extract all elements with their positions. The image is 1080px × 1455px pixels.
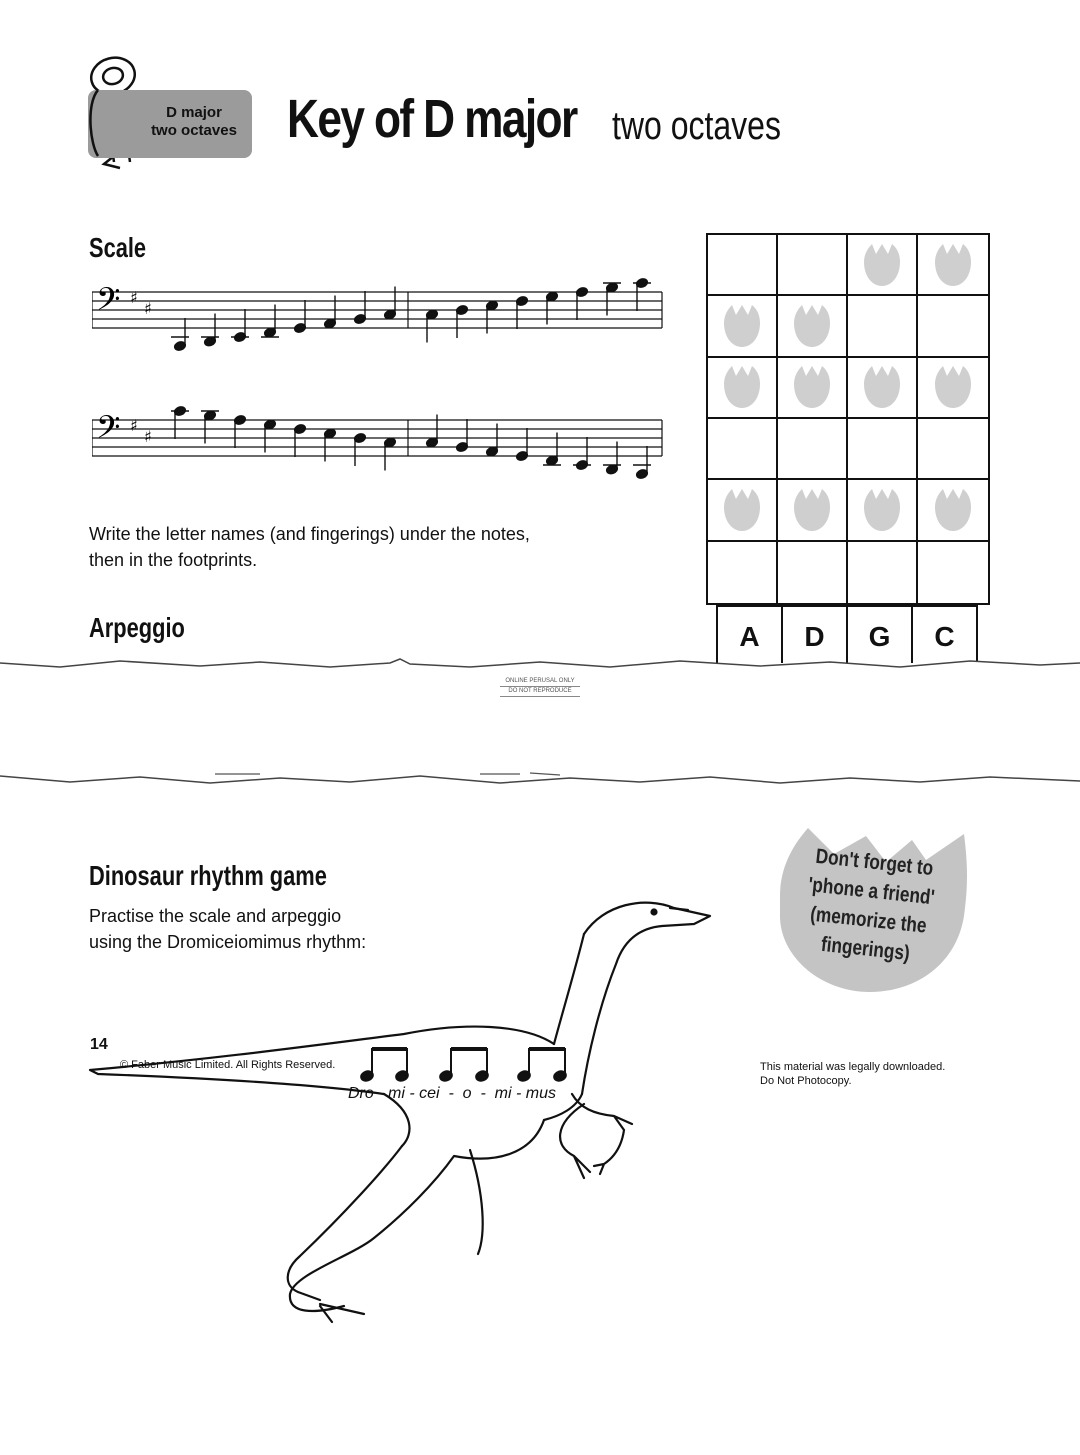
scale-heading: Scale	[89, 232, 147, 263]
download-notice	[760, 1060, 945, 1088]
scale-staff-ascending	[92, 272, 664, 362]
page-number: 14	[90, 1036, 108, 1053]
rhythm-game-heading: Dinosaur rhythm game	[89, 860, 327, 891]
dinosaur-illustration	[84, 894, 724, 1344]
page-subtitle: two octaves	[612, 104, 781, 148]
download-notice-line2: Do Not Photocopy.	[760, 1075, 852, 1087]
tip-line1: Don't forget to	[814, 844, 935, 881]
footprint-icon	[931, 487, 975, 533]
key-label-line2: two octaves	[151, 122, 237, 139]
rhythm-game-text-line1: Practise the scale and arpeggio	[89, 906, 342, 926]
footprint-cell	[918, 235, 988, 296]
footprint-cell	[708, 358, 778, 419]
footprint-icon	[931, 364, 975, 410]
footprint-cell	[778, 235, 848, 296]
svg-text:♯: ♯	[130, 288, 138, 307]
scale-staff-descending	[92, 400, 664, 490]
tip-line4: fingerings)	[819, 932, 911, 966]
footprint-icon	[720, 487, 764, 533]
footprint-icon	[860, 487, 904, 533]
string-name-d: D	[783, 607, 848, 663]
footprint-cell	[778, 419, 848, 480]
footprint-cell	[708, 235, 778, 296]
footprint-cell	[848, 480, 918, 541]
svg-text:♯: ♯	[144, 299, 152, 318]
bass-clef-icon: 𝄢	[96, 281, 121, 325]
footprint-cell	[848, 542, 918, 603]
footprint-cell	[708, 480, 778, 541]
eighth-note-pair-1	[360, 1048, 409, 1082]
torn-edge-top	[0, 655, 1080, 675]
key-label	[144, 104, 244, 140]
key-label-line1: D major	[166, 104, 222, 121]
copyright-notice: © Faber Music Limited. All Rights Reserved.	[120, 1059, 336, 1071]
page-title: Key of D major	[287, 89, 577, 149]
string-name-g: G	[848, 607, 913, 663]
scale-instructions-line1: Write the letter names (and fingerings) under the notes,	[89, 524, 530, 544]
eighth-note-pair-3	[517, 1048, 567, 1082]
arpeggio-heading: Arpeggio	[89, 612, 185, 643]
footprint-cell	[848, 419, 918, 480]
watermark-line2: DO NOT REPRODUCE	[500, 687, 580, 697]
svg-text:♯: ♯	[130, 416, 138, 435]
bass-clef-icon: 𝄢	[96, 409, 121, 453]
footprint-icon	[860, 242, 904, 288]
rhythm-syllables: Dro - mi - cei - o - mi - mus	[348, 1085, 556, 1102]
footprint-cell	[708, 542, 778, 603]
footprint-cell	[708, 419, 778, 480]
torn-edge-bottom	[0, 770, 1080, 792]
download-notice-line1: This material was legally downloaded.	[760, 1061, 946, 1073]
scale-instructions	[89, 521, 649, 573]
eighth-note-pair-2	[439, 1048, 489, 1082]
footprint-icon	[720, 364, 764, 410]
tip-line3: (memorize the	[809, 902, 928, 938]
footprint-cell	[918, 296, 988, 357]
footprint-cell	[778, 358, 848, 419]
footprint-cell	[918, 542, 988, 603]
footprint-cell	[918, 358, 988, 419]
footprint-icon	[860, 364, 904, 410]
footprint-cell	[778, 480, 848, 541]
string-name-c: C	[934, 621, 955, 652]
footprint-icon	[790, 364, 834, 410]
watermark	[500, 677, 580, 697]
footprint-icon	[720, 303, 764, 349]
footprint-cell	[918, 419, 988, 480]
tip-bubble-text	[799, 841, 942, 970]
scale-instructions-line2: then in the footprints.	[89, 550, 258, 570]
tip-line2: 'phone a friend'	[807, 873, 936, 910]
rhythm-game-text-line2: using the Dromiceiomimus rhythm:	[89, 932, 367, 952]
watermark-line1: ONLINE PERUSAL ONLY	[500, 677, 580, 687]
footprint-icon	[790, 487, 834, 533]
footprint-cell	[848, 235, 918, 296]
footprint-cell	[918, 480, 988, 541]
svg-text:♯: ♯	[144, 427, 152, 446]
string-name-a: A	[718, 607, 783, 663]
footprint-icon	[790, 303, 834, 349]
footprint-cell	[778, 296, 848, 357]
footprint-cell	[708, 296, 778, 357]
footprint-icon	[931, 242, 975, 288]
footprint-cell	[778, 542, 848, 603]
footprint-cell	[848, 296, 918, 357]
footprint-grid	[706, 233, 990, 605]
footprint-cell	[848, 358, 918, 419]
